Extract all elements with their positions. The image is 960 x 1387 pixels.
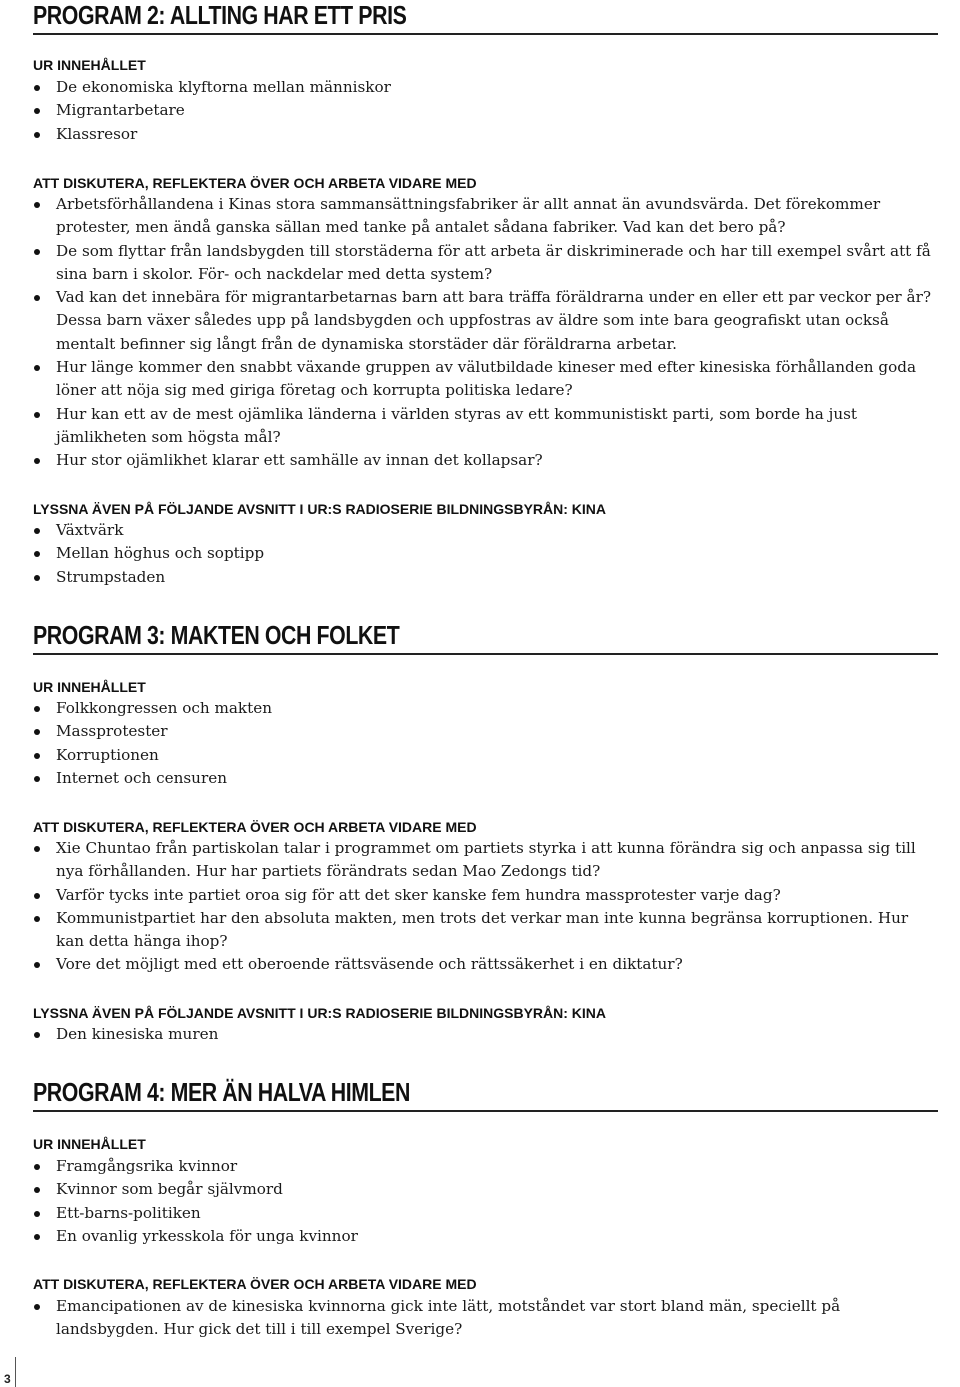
list-item: Xie Chuntao från partiskolan talar i programmet om partiets styrka i att kunna förändra sig och anpassa sig till nya förhållanden. Hur har partiets förändrats sedan Mao Zedongs tid? (33, 837, 938, 884)
list-item: Den kinesiska muren (33, 1023, 938, 1046)
page-number: 3 (4, 1372, 11, 1386)
bullet-list (33, 193, 938, 473)
list-item: Arbetsförhållandena i Kinas stora sammansättningsfabriker är allt annat än avundsvärda. Det förekommer protester, men ändå ganska sällan med tanke på antalet sådana fabriker. Vad kan det bero på? (33, 193, 938, 240)
section-heading: LYSSNA ÄVEN PÅ FÖLJANDE AVSNITT I UR:S RADIOSERIE BILDNINGSBYRÅN: KINA (33, 501, 607, 517)
title-divider (33, 1110, 938, 1112)
section-heading: UR INNEHÅLLET (33, 57, 146, 73)
title-divider (33, 653, 938, 655)
list-item: Emancipationen av de kinesiska kvinnorna gick inte lätt, motståndet var stort bland män, speciellt på landsbygden. Hur gick det till i till exempel Sverige? (33, 1295, 938, 1342)
section-heading: ATT DISKUTERA, REFLEKTERA ÖVER OCH ARBETA VIDARE MED (33, 1276, 477, 1292)
list-item: Strumpstaden (33, 566, 938, 589)
section-heading: ATT DISKUTERA, REFLEKTERA ÖVER OCH ARBETA VIDARE MED (33, 175, 477, 191)
bullet-list (33, 1155, 938, 1248)
list-item: Hur kan ett av de mest ojämlika länderna i världen styras av ett kommunistiskt parti, som borde ha just jämlikheten som högsta mål? (33, 403, 938, 450)
program-title: PROGRAM 4: MER ÄN HALVA HIMLEN (33, 1077, 410, 1107)
list-item: Varför tycks inte partiet oroa sig för att det sker kanske fem hundra massprotester varje dag? (33, 884, 938, 907)
section-heading: UR INNEHÅLLET (33, 1136, 146, 1152)
list-item: Klassresor (33, 123, 938, 146)
bullet-list (33, 1023, 938, 1046)
program-title: PROGRAM 2: ALLTING HAR ETT PRIS (33, 0, 407, 30)
list-item: Växtvärk (33, 519, 938, 542)
list-item: Kommunistpartiet har den absoluta makten, men trots det verkar man inte kunna begränsa korruptionen. Hur kan detta hänga ihop? (33, 907, 938, 954)
program-2-section (33, 0, 938, 586)
list-item: De ekonomiska klyftorna mellan människor (33, 76, 938, 99)
program-3-section (33, 620, 938, 1043)
list-item: Mellan höghus och soptipp (33, 542, 938, 565)
bullet-list (33, 697, 938, 790)
program-4-section (33, 1077, 938, 1339)
margin-line (15, 1357, 16, 1387)
section-heading: ATT DISKUTERA, REFLEKTERA ÖVER OCH ARBETA VIDARE MED (33, 819, 477, 835)
list-item: Hur stor ojämlikhet klarar ett samhälle av innan det kollapsar? (33, 449, 938, 472)
list-item: Internet och censuren (33, 767, 938, 790)
list-item: Vad kan det innebära för migrantarbetarnas barn att bara träffa föräldrarna under en eller ett par veckor per år? Dessa barn växer således upp på landsbygden och uppfostras av äldre som inte bara geografiskt utan också mentalt befinner sig långt från de dynamiska storstäder där föräldrarna arbetar. (33, 286, 938, 356)
list-item: En ovanlig yrkesskola för unga kvinnor (33, 1225, 938, 1248)
section-heading: LYSSNA ÄVEN PÅ FÖLJANDE AVSNITT I UR:S RADIOSERIE BILDNINGSBYRÅN: KINA (33, 1005, 607, 1021)
list-item: Massprotester (33, 720, 938, 743)
list-item: Ett-barns-politiken (33, 1202, 938, 1225)
list-item: Framgångsrika kvinnor (33, 1155, 938, 1178)
list-item: Kvinnor som begår självmord (33, 1178, 938, 1201)
bullet-list (33, 1295, 938, 1342)
section-heading: UR INNEHÅLLET (33, 679, 146, 695)
list-item: Vore det möjligt med ett oberoende rättsväsende och rättssäkerhet i en diktatur? (33, 953, 938, 976)
program-title: PROGRAM 3: MAKTEN OCH FOLKET (33, 620, 400, 650)
list-item: Hur länge kommer den snabbt växande gruppen av välutbildade kineser med efter kinesiska förhållanden goda löner att nöja sig med giriga företag och korrupta politiska ledare? (33, 356, 938, 403)
list-item: De som flyttar från landsbygden till storstäderna för att arbeta är diskriminerade och har till exempel svårt att få sina barn i skolor. För- och nackdelar med detta system? (33, 240, 938, 287)
list-item: Korruptionen (33, 744, 938, 767)
bullet-list (33, 837, 938, 977)
bullet-list (33, 76, 938, 146)
list-item: Migrantarbetare (33, 99, 938, 122)
title-divider (33, 33, 938, 35)
bullet-list (33, 519, 938, 589)
list-item: Folkkongressen och makten (33, 697, 938, 720)
